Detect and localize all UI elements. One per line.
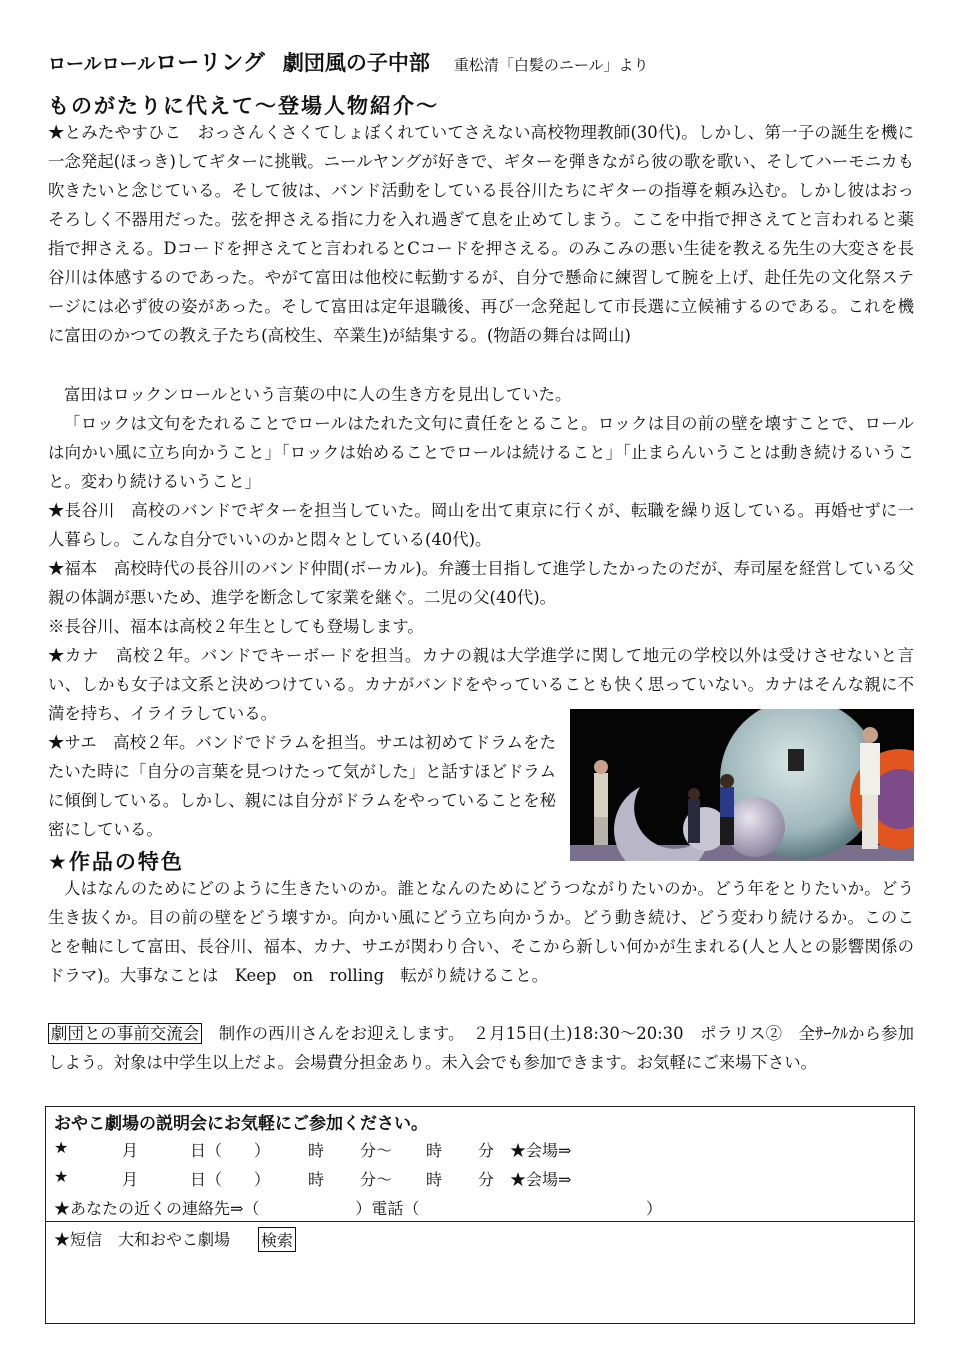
stage-photo-image bbox=[570, 709, 914, 861]
row-month: 月 bbox=[122, 1170, 139, 1189]
row-day: 日（ ） bbox=[190, 1141, 271, 1160]
search-button[interactable]: 検索 bbox=[258, 1227, 296, 1252]
event-label: 劇団との事前交流会 bbox=[48, 1023, 202, 1044]
row-hour: 時 bbox=[308, 1141, 325, 1160]
form-heading: おやこ劇場の説明会にお気軽にご参加ください。 bbox=[54, 1114, 428, 1134]
paragraph-kana: ★カナ 高校２年。バンドでキーボードを担当。カナの親は大学進学に関して地元の学校以外は受けさせないと言い、しかも女子は文系と決めつけている。カナがバンドをやっていることも快く思っていない。カナはそんな親に不満を持ち、イライラしている。 bbox=[48, 646, 914, 723]
source-note: 重松清「白髪のニール」より bbox=[453, 56, 649, 74]
event-text: 制作の西川さんをお迎えします。 ２月15日(土)18:30〜20:30 ポラリス② 全ｻｰｸﾙから参加しよう。対象は中学生以上だよ。会場費分担金あり。未入会でも参加できます。お気軽にご来場下さい。 bbox=[48, 1024, 914, 1072]
footer-text: ★短信 大和おやこ劇場 bbox=[54, 1230, 231, 1249]
contact-label: ★あなたの近くの連絡先⇒（ ）電話（ bbox=[54, 1199, 420, 1218]
row-venue: ★会場⇒ bbox=[510, 1170, 572, 1189]
contact-close: ） bbox=[646, 1199, 663, 1218]
form-contact-row bbox=[54, 1196, 914, 1220]
form-divider bbox=[45, 1221, 915, 1222]
row-minute: 分〜 bbox=[360, 1141, 393, 1160]
header bbox=[48, 46, 928, 80]
row-star: ★ bbox=[54, 1138, 69, 1157]
row-day: 日（ ） bbox=[190, 1170, 271, 1189]
section-heading-features: ★作品の特色 bbox=[48, 850, 184, 874]
paragraph-tomita: ★とみたやすひこ おっさんくさくてしょぼくれていてさえない高校物理教師(30代)。しかし、第一子の誕生を機に一念発起(ほっき)してギターに挑戦。ニールヤングが好きで、ギターを弾きながら彼の歌を歌い、そしてハーモニカも吹きたいと念じている。そして彼は、バンド活動をしている長谷川たちにギターの指導を頼み込む。しかし彼はおっそろしく不器用だった。弦を押さえる指に力を入れ過ぎて息を止めてしまう。ここを中指で押さえてと言われると薬指で押さえる。Dコードを押さえてと言われるとCコードを押さえる。のみこみの悪い生徒を教える先生の大変さを長谷川は体感するのであった。やがて富田は他校に転勤するが、自分で懸命に練習して腕を上げ、赴任先の文化祭ステージには必ず彼の姿があった。そして富田は定年退職後、再び一念発起して市長選に立候補するのである。これを機に富田のかつての教え子たち(高校生、卒業生)が結集する。(物語の舞台は岡山) bbox=[48, 123, 914, 345]
company-name: 劇団風の子中部 bbox=[282, 51, 430, 75]
stage-photo bbox=[570, 709, 914, 861]
paragraph-hasegawa: ★長谷川 高校のバンドでギターを担当していた。岡山を出て東京に行くが、転職を繰り返している。再婚せずに一人暮らし。こんな自分でいいのかと悶々としている(40代)。 bbox=[48, 501, 914, 549]
row-month: 月 bbox=[122, 1141, 139, 1160]
section-heading-characters: ものがたりに代えて〜登場人物紹介〜 bbox=[48, 94, 439, 118]
row-hour-end: 時 bbox=[426, 1170, 443, 1189]
paragraph-sae: ★サエ 高校２年。バンドでドラムを担当。サエは初めてドラムをたたいた時に「自分の言葉を見つけたって気がした」と話すほどドラムに傾倒している。しかし、親には自分がドラムをやっていることを秘密にしている。 bbox=[48, 733, 556, 839]
title-large: ローリング bbox=[155, 51, 265, 76]
note-high-school: ※長谷川、福本は高校２年生としても登場します。 bbox=[48, 617, 424, 636]
row-star: ★ bbox=[54, 1167, 69, 1186]
row-minute-end: 分 bbox=[478, 1170, 495, 1189]
paragraph-rock-quotes: 「ロックは文句をたれることでロールはたれた文句に責任をとること。ロックは目の前の壁を壊すことで、ロールは向かい風に立ち向かうこと」「ロックは始めることでロールは続けること」「止まらんいうことは動き続けるいうこと。変わり続けるいうこと」 bbox=[48, 414, 914, 491]
row-minute-end: 分 bbox=[478, 1141, 495, 1160]
row-hour-end: 時 bbox=[426, 1141, 443, 1160]
paragraph-fukumoto: ★福本 高校時代の長谷川のバンド仲間(ボーカル)。弁護士目指して進学したかったのだが、寿司屋を経営している父親の体調が悪いため、進学を断念して家業を継ぐ。二児の父(40代)。 bbox=[48, 559, 914, 607]
row-hour: 時 bbox=[308, 1170, 325, 1189]
row-minute: 分〜 bbox=[360, 1170, 393, 1189]
row-venue: ★会場⇒ bbox=[510, 1141, 572, 1160]
event-info bbox=[48, 1019, 914, 1077]
title-small: ロールロール bbox=[48, 54, 156, 75]
paragraph-features: 人はなんのためにどのように生きたいのか。誰となんのためにどうつながりたいのか。どう年をとりたいか。どう生き抜くか。目の前の壁をどう壊すか。向かい風にどう立ち向かうか。どう動き続け、どう変わり続けるか。このことを軸にして富田、長谷川、福本、カナ、サエが関わり合い、そこから新しい何かが生まれる(人と人との影響関係のドラマ)。大事なことは Keep on rolling 転がり続けること。 bbox=[48, 879, 914, 985]
paragraph-tomita-rock: 富田はロックンロールという言葉の中に人の生き方を見出していた。 bbox=[64, 385, 572, 404]
